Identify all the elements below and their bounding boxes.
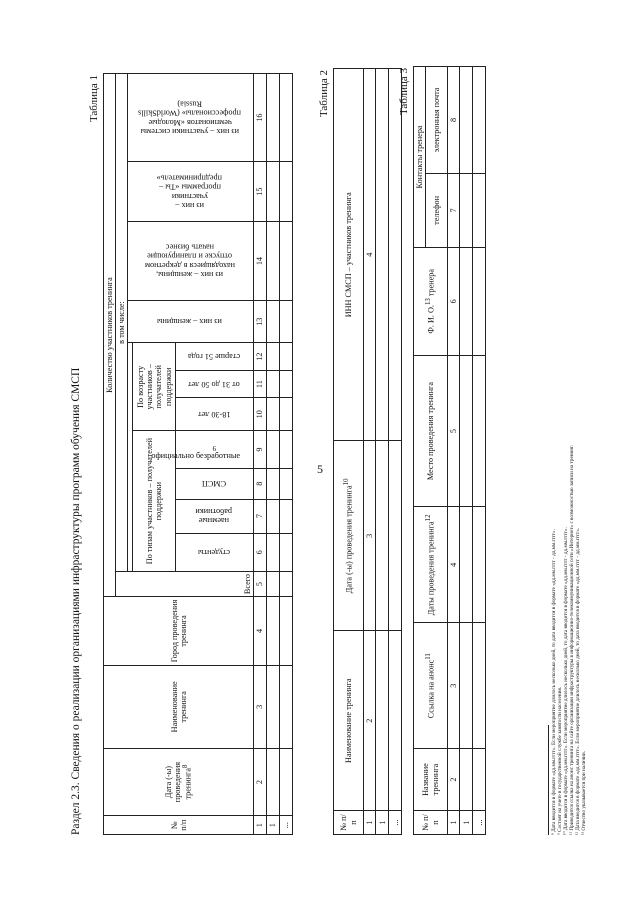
page-number: 5 xyxy=(317,462,323,476)
table-row: ... xyxy=(389,69,402,835)
t3-fio-header: Ф. И. О.$^{13}$ тренера xyxy=(414,247,448,355)
t1-worldskills-header: из них – участники системы чемпионатов «Молодые профессионалы» (WorldSkills Russia) xyxy=(128,74,254,162)
table1-label: Таблица 1 xyxy=(88,75,100,123)
t1-total-header: Всего xyxy=(116,572,254,597)
t3-col-num: 2 xyxy=(448,749,460,811)
t1-name-header: Наименование тренинга xyxy=(104,665,254,748)
t2-num-header: № п/п xyxy=(334,811,364,835)
table-row: 1 xyxy=(376,69,389,835)
t1-col-num: 11 xyxy=(254,370,266,398)
t1-unemployed-header: официально безработные$^9$ xyxy=(176,431,254,469)
t3-number-row xyxy=(448,67,460,835)
t3-col-num: 5 xyxy=(448,355,460,507)
footnote: ¹¹ Приводится ссылка на анонс тренинга на сайте организации инфраструктуры в информационно-телекоммуникационной сети «Интернет» с возможностью записи на тренинг. xyxy=(568,445,575,835)
t1-col-num: 5 xyxy=(254,572,266,597)
t1-col-num: 12 xyxy=(254,343,266,371)
t1-col-num: 10 xyxy=(254,398,266,431)
t3-name-header: Название тренинга xyxy=(414,749,448,811)
table3-label: Таблица 3 xyxy=(398,68,410,116)
table2-label: Таблица 2 xyxy=(318,70,330,118)
footnote: ⁸ Дата вводится в формате «дд.мм.гггг». Если мероприятие длилось несколько дней, то дата вводится в формате «дд.мм.гггг - дд.мм.гггг». xyxy=(551,529,557,835)
t1-by-age-header: По возрасту участников – получателей поддержки xyxy=(133,343,176,431)
footnote: ⁹ Состоят на учете в государственной службе занятости населения. xyxy=(556,686,563,835)
t1-col-num: 6 xyxy=(254,533,266,571)
t2-date-header: Дата (-ы) проведения тренинга$^{10}$ xyxy=(334,441,364,631)
t1-age3-header: старше 51 года xyxy=(176,343,254,371)
table3 xyxy=(413,66,486,835)
t1-entrepreneur-header: из них – участники программы «Ты – предприниматель» xyxy=(128,162,254,222)
t1-age2-header: от 31 до 50 лет xyxy=(176,370,254,398)
t1-num-header: № п/п xyxy=(104,816,254,835)
t1-col-num: 14 xyxy=(254,222,266,301)
t3-col-num: 6 xyxy=(448,247,460,355)
t2-col-num: 1 xyxy=(364,811,376,835)
table2 xyxy=(333,68,402,835)
t1-col-num: 2 xyxy=(254,748,266,816)
t1-smsp-header: СМСП xyxy=(176,468,254,499)
t1-col-num: 15 xyxy=(254,162,266,222)
t3-place-header: Место проведения тренинга xyxy=(414,355,448,507)
footnotes xyxy=(552,75,588,835)
t2-inn-header: ИНН СМСП – участников тренинга xyxy=(334,69,364,442)
t1-col-num: 16 xyxy=(254,74,266,162)
t1-participants-header: Количество участников тренинга xyxy=(104,74,116,597)
t1-women-decree-header: из них – женщины, находящиеся в декретном отпуске и планирующие начать бизнес xyxy=(128,222,254,301)
t3-col-num: 1 xyxy=(448,811,460,835)
table1 xyxy=(103,73,293,835)
t1-col-num: 7 xyxy=(254,499,266,533)
t3-col-num: 4 xyxy=(448,507,460,623)
t3-num-header: № п/п xyxy=(414,811,448,835)
table-row: ... xyxy=(279,74,292,835)
section-title: Раздел 2.3. Сведения о реализации организациями инфраструктуры программ обучения СМСП xyxy=(70,367,82,835)
footnote: ¹² Дата вводится в формате «дд.мм.гггг». Если мероприятие длилось несколько дней, то дата вводится в формате «дд.мм.гггг - дд.мм.гггг». xyxy=(574,527,581,835)
t3-phone-header: телефон xyxy=(426,173,448,247)
t2-col-num: 2 xyxy=(364,631,376,811)
t1-date-header: Дата (-ы) проведения тренинга$^8$ xyxy=(104,748,254,816)
t1-students-header: студенты xyxy=(176,533,254,571)
table-row: 1 xyxy=(266,74,279,835)
t1-col-num: 1 xyxy=(254,816,266,835)
t2-col-num: 4 xyxy=(364,69,376,442)
t3-col-num: 3 xyxy=(448,623,460,749)
t1-in-that-header: в том числе: xyxy=(116,74,128,572)
table-row: 1 xyxy=(460,67,473,835)
table-row: ... xyxy=(473,67,486,835)
footnote: ¹³ Отчество указывается при наличии. xyxy=(580,751,587,835)
t3-link-header: Ссылка на анонс$^{11}$ xyxy=(414,623,448,749)
t1-col-num: 13 xyxy=(254,301,266,343)
t3-email-header: электронная почта xyxy=(426,67,448,174)
t1-by-type-header: По типам участников – получателей поддержки xyxy=(133,431,176,572)
footnote: ¹⁰ Дата вводится в формате «дд.мм.гггг». Если мероприятие длилось несколько дней, то дата вводится в формате «дд.мм.гггг - дд.мм.гггг». xyxy=(562,527,569,835)
t3-contacts-header: Контакты тренера xyxy=(414,67,426,248)
t1-age1-header: 18-30 лет xyxy=(176,398,254,431)
t1-col-num: 4 xyxy=(254,597,266,666)
t1-col-num: 9 xyxy=(254,431,266,469)
t1-col-num: 8 xyxy=(254,468,266,499)
t2-name-header: Наименование тренинга xyxy=(334,631,364,811)
t3-col-num: 7 xyxy=(448,173,460,247)
t3-col-num: 8 xyxy=(448,67,460,174)
t1-employees-header: наемные работники xyxy=(176,499,254,533)
t1-city-header: Город проведения тренинга xyxy=(104,597,254,666)
t3-date-header: Даты проведения тренинга$^{12}$ xyxy=(414,507,448,623)
t1-col-num: 3 xyxy=(254,665,266,748)
t1-number-row xyxy=(254,74,266,835)
footnote-separator xyxy=(548,725,549,835)
t1-women-header: из них – женщины xyxy=(128,301,254,343)
t2-number-row xyxy=(364,69,376,835)
t2-col-num: 3 xyxy=(364,441,376,631)
